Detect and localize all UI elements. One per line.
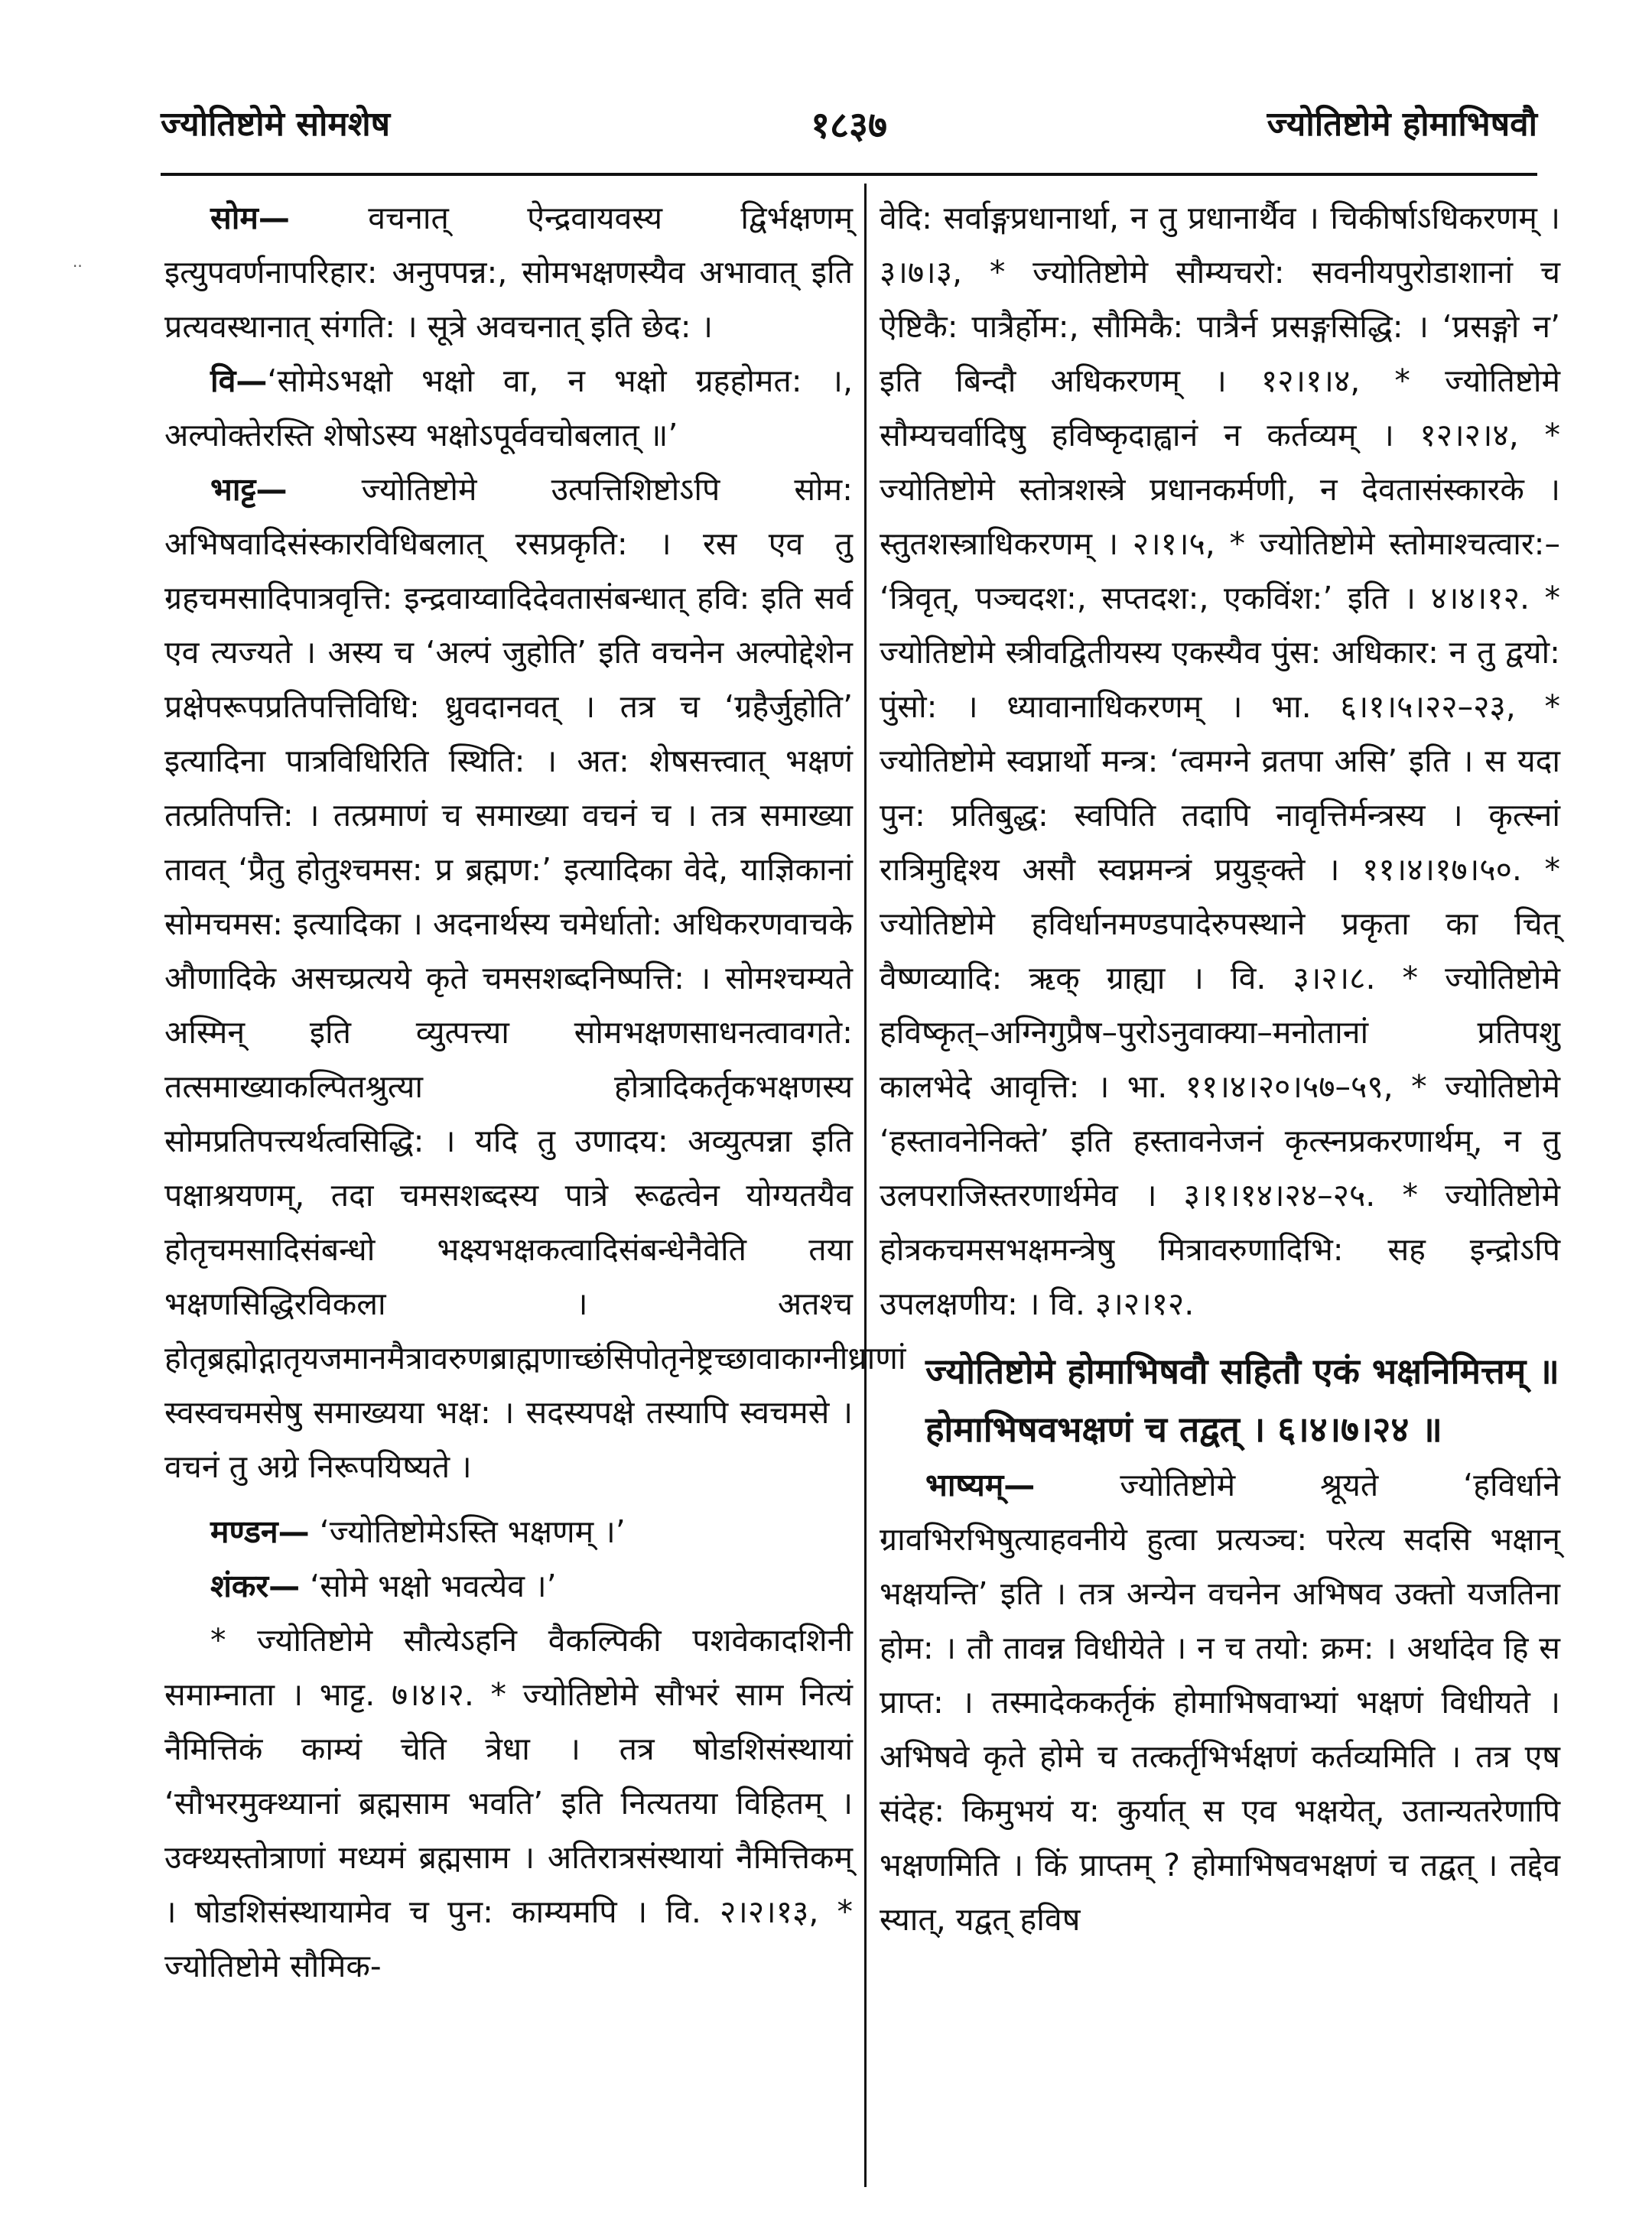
right-column xyxy=(880,191,1560,1947)
paragraph-text: वचनात् ऐन्द्रवायवस्य द्विर्भक्षणम् इत्युपवर्णनापरिहार: अनुपपन्न:, सोमभक्षणस्यैव अभावात् इति प्रत्यवस्थानात् संगति: । सूत्रे अवचनात् इति छेद: । xyxy=(164,200,853,345)
paragraph-bhatta xyxy=(164,463,906,1494)
paragraph-label: मण्डन— xyxy=(210,1513,310,1550)
header-left-title: ज्योतिष्टोमे सोमशेष xyxy=(161,105,391,144)
paragraph-text: * ज्योतिष्टोमे सौत्येऽहनि वैकल्पिकी पशवेकादशिनी समाम्नाता । भाट्ट. ७।४।२. * ज्योतिष्टोमे सौभरं साम नित्यं नैमित्तिकं काम्यं चेति त्रेधा । तत्र षोडशिसंस्थायां ‘सौभरमुक्थ्यानां ब्रह्मसाम भवति’ इति नित्यतया विहितम् । उक्थ्यस्तोत्राणां मध्यमं ब्रह्मसाम । अतिरात्रसंस्थायां नैमित्तिकम् । षोडशिसंस्थायामेव च पुन: काम्यमपि । वि. २।२।१३, * ज्योतिष्टोमे सौमिक- xyxy=(164,1622,853,1984)
paragraph-text: ज्योतिष्टोमे श्रूयते ‘हविर्धाने ग्रावभिरभिषुत्याहवनीये हुत्वा प्रत्यञ्च: परेत्य सदसि भक्षान् भक्षयन्ति’ इति । तत्र अन्येन वचनेन अभिषव उक्तो यजतिना होम: । तौ तावन्न विधीयेते । न च तयो: क्रम: । अर्थादेव हि स प्राप्त: । तस्मादेककर्तृकं होमाभिषवाभ्यां भक्षणं विधीयते । अभिषवे कृते होमे च तत्कर्तृभिर्भक्षणं कर्तव्यमिति । तत्र एष संदेह: किमुभयं य: कुर्यात् स एव भक्षयेत्, उतान्यतरेणापि भक्षणमिति । किं प्राप्तम् ? होमाभिषवभक्षणं च तद्वत् । तद्देव स्यात्, यद्वत् हविष xyxy=(880,1467,1560,1938)
paragraph-label: भाट्ट— xyxy=(210,471,288,508)
paragraph-mandana xyxy=(164,1505,853,1559)
paragraph-vi xyxy=(164,354,853,463)
paragraph-bhashya xyxy=(880,1458,1560,1947)
section-heading: ज्योतिष्टोमे होमाभिषवौ सहितौ एकं भक्षनिमित्तम् ॥ xyxy=(925,1350,1559,1392)
running-header xyxy=(161,99,1537,161)
paragraph-text: वेदि: सर्वाङ्गप्रधानार्था, न तु प्रधानार्थैव । चिकीर्षाऽधिकरणम् । ३।७।३, * ज्योतिष्टोमे सौम्यचरो: सवनीयपुरोडाशानां च ऐष्टिकै: पात्रैर्होम:, सौमिकै: पात्रैर्न प्रसङ्गसिद्धि: । ‘प्रसङ्गो न’ इति बिन्दौ अधिकरणम् । १२।१।४, * ज्योतिष्टोमे सौम्यचर्वादिषु हविष्कृदाह्वानं न कर्तव्यम् । १२।२।४, * ज्योतिष्टोमे स्तोत्रशस्त्रे प्रधानकर्मणी, न देवतासंस्कारके । स्तुतशस्त्राधिकरणम् । २।१।५, * ज्योतिष्टोमे स्तोमाश्चत्वार:– ‘त्रिवृत्, पञ्चदश:, सप्तदश:, एकविंश:’ इति । ४।४।१२. * ज्योतिष्टोमे स्त्रीवद्वितीयस्य एकस्यैव पुंस: अधिकार: न तु द्वयो: पुंसो: । ध्यावानाधिकरणम् । भा. ६।१।५।२२–२३, * ज्योतिष्टोमे स्वप्नार्थो मन्त्र: ‘त्वमग्ने व्रतपा असि’ इति । स यदा पुन: प्रतिबुद्ध: स्वपिति तदापि नावृत्तिर्मन्त्रस्य । कृत्स्नां रात्रिमुद्दिश्य असौ स्वप्नमन्त्रं प्रयुङ्क्ते । ११।४।१७।५०. * ज्योतिष्टोमे हविर्धानमण्डपादेरुपस्थाने प्रकृता का चित् वैष्णव्यादि: ऋक् ग्राह्या । वि. ३।२।८. * ज्योतिष्टोमे हविष्कृत्–अग्निगुप्रैष–पुरोऽनुवाक्या–मनोतानां प्रतिपशु कालभेदे आवृत्ति: । भा. ११।४।२०।५७–५९, * ज्योतिष्टोमे ‘हस्तावनेनिक्ते’ इति हस्तावनेजनं कृत्स्नप्रकरणार्थम्, न तु उलपराजिस्तरणार्थमेव । ३।१।१४।२४–२५. * ज्योतिष्टोमे होत्रकचमसभक्षमन्त्रेषु मित्रावरुणादिभि: सह इन्द्रोऽपि उपलक्षणीय: । वि. ३।२।१२. xyxy=(880,200,1560,1322)
paragraph-text: ‘ज्योतिष्टोमेऽस्ति भक्षणम् ।’ xyxy=(309,1513,626,1550)
header-right-title: ज्योतिष्टोमे होमाभिषवौ xyxy=(1267,105,1537,144)
paragraph-label: सोम— xyxy=(210,200,290,236)
paragraph-label: भाष्यम्— xyxy=(925,1467,1036,1503)
paragraph-text: ‘सोमेऽभक्षो भक्षो वा, न भक्षो ग्रहहोमत: ।, अल्पोक्तेरस्ति शेषोऽस्य भक्षोऽपूर्ववचोबलात् ॥’ xyxy=(164,362,853,453)
header-rule xyxy=(161,173,1537,176)
paragraph-shankara xyxy=(164,1559,853,1614)
margin-mark: .. xyxy=(73,252,83,271)
page-number: १८३७ xyxy=(811,104,887,147)
column-divider xyxy=(864,184,867,2187)
left-column xyxy=(164,191,906,1994)
paragraph-references xyxy=(164,1614,853,1994)
paragraph-label: वि— xyxy=(210,362,268,399)
paragraph-soma xyxy=(164,191,853,354)
paragraph-text: ज्योतिष्टोमे उत्पत्तिशिष्टोऽपि सोम: अभिषवादिसंस्कारविधिबलात् रसप्रकृति: । रस एव तु ग्रहचमसादिपात्रवृत्ति: इन्द्रवाय्वादिदेवतासंबन्धात् हवि: इति सर्व एव त्यज्यते । अस्य च ‘अल्पं जुहोति’ इति वचनेन अल्पोद्देशेन प्रक्षेपरूपप्रतिपत्तिविधि: ध्रुवदानवत् । तत्र च ‘ग्रहैर्जुहोति’ इत्यादिना पात्रविधिरिति स्थिति: । अत: शेषसत्त्वात् भक्षणं तत्प्रतिपत्ति: । तत्प्रमाणं च समाख्या वचनं च । तत्र समाख्या तावत् ‘प्रैतु होतुश्चमस: प्र ब्रह्मण:’ इत्यादिका वेदे, याज्ञिकानां सोमचमस: इत्यादिका । अदनार्थस्य चमेर्धातो: अधिकरणवाचके औणादिके असच्प्रत्यये कृते चमसशब्दनिष्पत्ति: । सोमश्चम्यते अस्मिन् इति व्युत्पत्त्या सोमभक्षणसाधनत्वावगते: तत्समाख्याकल्पितश्रुत्या होत्रादिकर्तृकभक्षणस्य सोमप्रतिपत्त्यर्थत्वसिद्धि: । यदि तु उणादय: अव्युत्पन्ना इति पक्षाश्रयणम्, तदा चमसशब्दस्य पात्रे रूढत्वेन योग्यतयैव होतृचमसादिसंबन्धो भक्ष्यभक्षकत्वादिसंबन्धेनैवेति तया भक्षणसिद्धिरविकला । अतश्च होतृब्रह्मोद्गातृयजमानमैत्रावरुणब्राह्मणाच्छंसिपोतृनेष्ट्रच्छावाकाग्नीध्राणां स्वस्वचमसेषु समाख्यया भक्ष: । सदस्यपक्षे तस्यापि स्वचमसे । वचनं तु अग्रे निरूपयिष्यते । xyxy=(164,471,906,1485)
sutra-line: होमाभिषवभक्षणं च तद्वत् । ६।४।७।२४ ॥ xyxy=(925,1409,1442,1450)
paragraph-label: शंकर— xyxy=(210,1568,301,1604)
paragraph-continuation xyxy=(880,191,1560,1331)
paragraph-text: ‘सोमे भक्षो भवत्येव ।’ xyxy=(300,1568,557,1604)
